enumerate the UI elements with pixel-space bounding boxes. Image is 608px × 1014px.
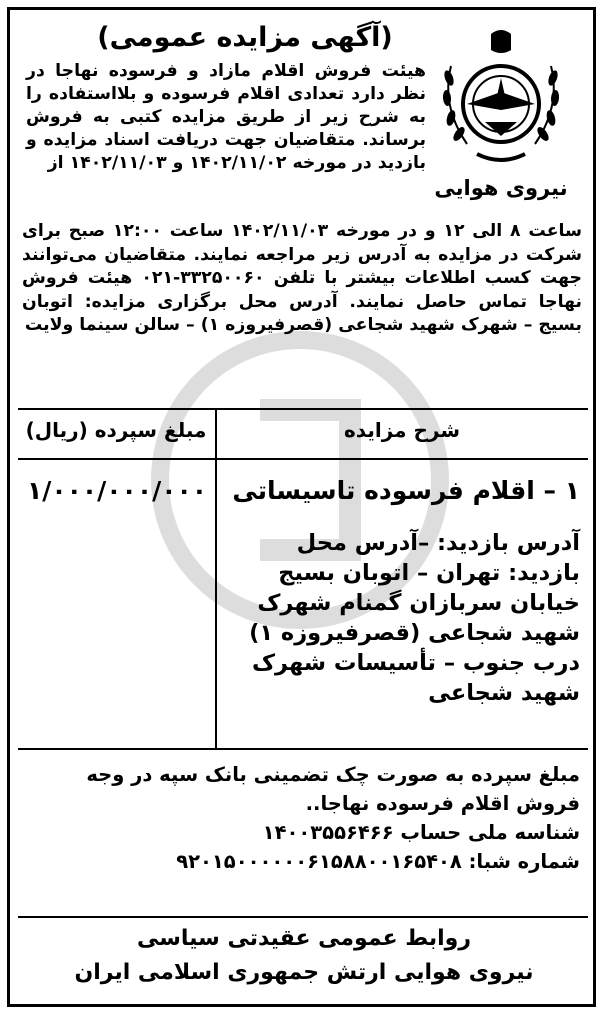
intro-continued xyxy=(22,220,582,338)
national-id-line: شناسه ملی حساب ۱۴۰۰۳۵۵۶۴۶۶ xyxy=(262,821,580,844)
column-header-description: شرح مزایده xyxy=(343,418,461,442)
venue-address-text: اتوبان بسیج – شهرک شهید شجاعی (قصرفیروزه ۱) – سالن سینما ولایت xyxy=(22,291,582,335)
intro-paragraph: هیئت فروش اقلام مازاد و فرسوده نهاجا در نظر دارد تعدادی اقلام فرسوده و بلااستفاده را به شرح زیر از طریق مزایده کتبی به فروش برساند. متقاضیان جهت دریافت اسناد مزایده و بازدید در مورخه ۱۴۰۲/۱۱/۰۲ و ۱۴۰۲/۱۱/۰۳ از xyxy=(26,61,426,173)
deposit-info xyxy=(30,760,580,876)
table-top-border xyxy=(18,408,588,410)
intro-continued-text: ساعت ۸ الی ۱۲ و در مورخه ۱۴۰۲/۱۱/۰۳ ساعت ۱۲:۰۰ صبح برای شرکت در مزایده به آدرس زیر مراجعه نمایند. متقاضیان می‌توانند جهت کسب اطلاعات بیشتر با تلفن ۳۳۲۵۰۰۶۰-۰۲۱ هیئت فروش نهاجا تماس حاصل نمایند. xyxy=(22,221,582,312)
table-column-divider xyxy=(215,408,217,748)
page-title: (آگهی مزایده عمومی) xyxy=(97,22,393,53)
table-header-border xyxy=(18,458,588,460)
venue-address-label: آدرس محل برگزاری مزایده: xyxy=(84,291,338,312)
footer-divider xyxy=(18,916,588,918)
visit-address: آدرس بازدید: –آدرس محل بازدید: تهران – اتوبان بسیج خیابان سربازان گمنام شهرک شهید شجاعی (قصرفیروزه ۱) درب جنوب – تأسیسات شهرک شهید شجاعی xyxy=(249,530,580,706)
footer xyxy=(20,922,588,990)
item-title: ۱ – اقلام فرسوده تاسیساتی xyxy=(232,476,580,505)
footer-line-2: نیروی هوایی ارتش جمهوری اسلامی ایران xyxy=(74,960,534,985)
deposit-amount: ۱/۰۰۰/۰۰۰/۰۰۰ xyxy=(27,476,207,505)
air-force-emblem xyxy=(437,26,565,176)
footer-line-1: روابط عمومی عقیدتی سیاسی xyxy=(137,926,471,951)
deposit-line-1: مبلغ سپرده به صورت چک تضمینی بانک سپه در وجه فروش اقلام فرسوده نهاجا.. xyxy=(86,763,580,815)
sheba-line: شماره شبا: ۹۲۰۱۵۰۰۰۰۰۰۶۱۵۸۸۰۰۱۶۵۴۰۸ xyxy=(176,850,580,873)
brand-label: نیروی هوایی xyxy=(434,176,568,200)
table-bottom-border xyxy=(18,748,588,750)
column-header-deposit: مبلغ سپرده (ریال) xyxy=(25,418,207,442)
